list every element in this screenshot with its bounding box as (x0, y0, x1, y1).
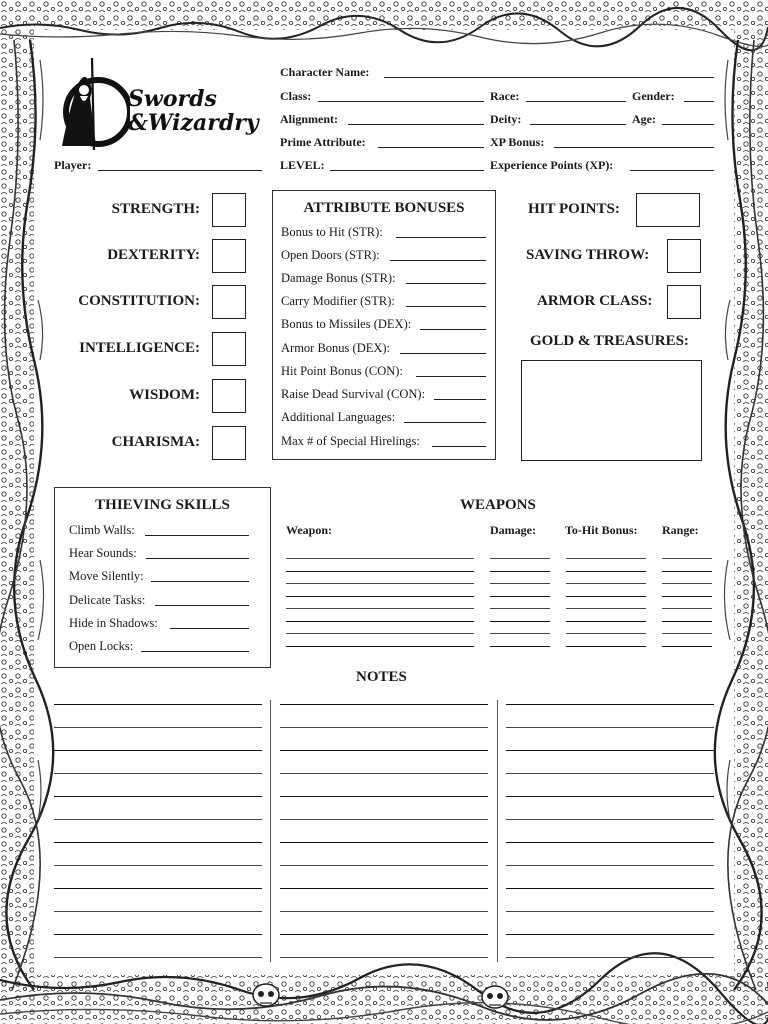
weapon-row-line[interactable] (490, 596, 550, 597)
to-hit-bonus-column-header: To-Hit Bonus: (565, 523, 638, 537)
notes-line[interactable] (506, 796, 714, 797)
notes-line[interactable] (54, 911, 262, 912)
character-name-label: Character Name: (280, 65, 370, 79)
notes-line[interactable] (280, 888, 488, 889)
notes-title: NOTES (356, 669, 407, 685)
notes-line[interactable] (280, 842, 488, 843)
weapon-row-line[interactable] (490, 621, 550, 622)
weapon-row-line[interactable] (286, 608, 474, 609)
level-field[interactable] (330, 170, 484, 171)
notes-line[interactable] (506, 819, 714, 820)
experience-points-field[interactable] (630, 170, 714, 171)
constitution-label: CONSTITUTION: (78, 293, 200, 309)
weapon-row-line[interactable] (662, 633, 712, 634)
notes-column-divider (270, 700, 271, 962)
notes-line[interactable] (280, 704, 488, 705)
hit-points-label: HIT POINTS: (528, 201, 620, 217)
notes-line[interactable] (54, 750, 262, 751)
skill-row-label: Delicate Tasks: (69, 593, 146, 607)
skill-row-label: Climb Walls: (69, 523, 135, 537)
skill-row-label: Hear Sounds: (69, 546, 137, 560)
notes-line[interactable] (54, 819, 262, 820)
weapon-row-line[interactable] (662, 596, 712, 597)
experience-points-label: Experience Points (XP): (490, 158, 614, 172)
prime-attribute-label: Prime Attribute: (280, 135, 366, 149)
weapon-row-line[interactable] (286, 596, 474, 597)
weapon-row-line[interactable] (286, 633, 474, 634)
weapon-row-line[interactable] (286, 571, 474, 572)
bonus-row-label: Bonus to Hit (STR): (281, 225, 383, 239)
notes-line[interactable] (54, 865, 262, 866)
dexterity-box[interactable] (212, 239, 246, 273)
weapon-row-line[interactable] (286, 583, 474, 584)
skill-row-field[interactable] (145, 535, 249, 536)
bonus-row-field[interactable] (404, 422, 486, 423)
notes-line[interactable] (280, 773, 488, 774)
weapon-row-line[interactable] (566, 571, 646, 572)
race-field[interactable] (526, 101, 626, 102)
damage-column-header: Damage: (490, 523, 536, 537)
weapon-row-line[interactable] (566, 583, 646, 584)
weapon-row-line[interactable] (566, 596, 646, 597)
bonus-row-label: Bonus to Missiles (DEX): (281, 317, 412, 331)
bonus-row-label: Hit Point Bonus (CON): (281, 364, 403, 378)
wizard-logo-icon (54, 54, 130, 154)
prime-attribute-field[interactable] (378, 147, 484, 148)
bonus-row-field[interactable] (406, 283, 486, 284)
notes-line[interactable] (280, 911, 488, 912)
notes-line[interactable] (280, 865, 488, 866)
bonus-row-label: Armor Bonus (DEX): (281, 341, 391, 355)
bonus-row-field[interactable] (432, 446, 486, 447)
notes-line[interactable] (280, 796, 488, 797)
notes-column-divider (497, 700, 498, 962)
skill-row-field[interactable] (151, 581, 249, 582)
deity-field[interactable] (530, 124, 626, 125)
skill-row-field[interactable] (141, 651, 249, 652)
armor-class-box[interactable] (667, 285, 701, 319)
bonus-row-field[interactable] (390, 260, 486, 261)
notes-line[interactable] (280, 727, 488, 728)
notes-line[interactable] (280, 957, 488, 958)
skill-row-field[interactable] (155, 605, 249, 606)
intelligence-box[interactable] (212, 332, 246, 366)
dexterity-label: DEXTERITY: (107, 247, 200, 263)
bonus-row-label: Raise Dead Survival (CON): (281, 387, 426, 401)
notes-line[interactable] (54, 842, 262, 843)
weapon-row-line[interactable] (662, 583, 712, 584)
weapon-row-line[interactable] (490, 571, 550, 572)
intelligence-label: INTELLIGENCE: (79, 340, 200, 356)
xp-bonus-field[interactable] (554, 147, 714, 148)
weapon-row-line[interactable] (490, 583, 550, 584)
skill-row-label: Hide in Shadows: (69, 616, 158, 630)
player-label: Player: (54, 158, 92, 172)
weapon-row-line[interactable] (490, 633, 550, 634)
bonus-row-label: Additional Languages: (281, 410, 396, 424)
notes-line[interactable] (54, 796, 262, 797)
xp-bonus-label: XP Bonus: (490, 135, 545, 149)
skill-row-label: Open Locks: (69, 639, 134, 653)
notes-line[interactable] (506, 957, 714, 958)
notes-line[interactable] (280, 934, 488, 935)
weapons-title: WEAPONS (460, 497, 536, 513)
charisma-label: CHARISMA: (111, 434, 200, 450)
charisma-box[interactable] (212, 426, 246, 460)
weapon-row-line[interactable] (490, 608, 550, 609)
notes-line[interactable] (54, 704, 262, 705)
age-field[interactable] (662, 124, 714, 125)
deity-label: Deity: (490, 112, 522, 126)
strength-label: STRENGTH: (111, 201, 200, 217)
notes-line[interactable] (506, 934, 714, 935)
weapon-row-line[interactable] (566, 608, 646, 609)
skull-ornament-left (253, 984, 279, 1006)
bonus-row-field[interactable] (400, 353, 486, 354)
bonus-row-field[interactable] (406, 306, 486, 307)
notes-line[interactable] (506, 842, 714, 843)
logo-line-1: Swords (128, 86, 217, 112)
weapon-row-line[interactable] (286, 646, 474, 647)
skull-ornament-right (482, 986, 508, 1008)
constitution-box[interactable] (212, 285, 246, 319)
skill-row-label: Move Silently: (69, 569, 144, 583)
skill-row-field[interactable] (170, 628, 249, 629)
notes-line[interactable] (506, 865, 714, 866)
weapon-row-line[interactable] (566, 633, 646, 634)
gender-field[interactable] (684, 101, 714, 102)
weapon-row-line[interactable] (662, 608, 712, 609)
notes-line[interactable] (54, 773, 262, 774)
notes-line[interactable] (506, 727, 714, 728)
skill-row-field[interactable] (146, 558, 249, 559)
weapon-row-line[interactable] (566, 621, 646, 622)
saving-throw-label: SAVING THROW: (526, 247, 650, 263)
player-field[interactable] (98, 170, 262, 171)
notes-line[interactable] (54, 957, 262, 958)
weapon-row-line[interactable] (490, 646, 550, 647)
character-name-field[interactable] (384, 77, 714, 78)
weapon-row-line[interactable] (286, 621, 474, 622)
notes-line[interactable] (54, 934, 262, 935)
hit-points-box[interactable] (636, 193, 700, 227)
saving-throw-box[interactable] (667, 239, 701, 273)
notes-line[interactable] (54, 727, 262, 728)
bonus-row-label: Open Doors (STR): (281, 248, 380, 262)
weapon-row-line[interactable] (662, 621, 712, 622)
bonus-row-label: Damage Bonus (STR): (281, 271, 396, 285)
weapon-row-line[interactable] (662, 571, 712, 572)
race-label: Race: (490, 89, 520, 103)
class-field[interactable] (318, 101, 484, 102)
bonus-row-field[interactable] (416, 376, 486, 377)
class-label: Class: (280, 89, 312, 103)
attribute-bonuses-title: ATTRIBUTE BONUSES (303, 200, 465, 216)
notes-line[interactable] (280, 750, 488, 751)
bonus-row-label: Carry Modifier (STR): (281, 294, 395, 308)
alignment-field[interactable] (348, 124, 484, 125)
bonus-row-label: Max # of Special Hirelings: (281, 434, 420, 448)
notes-line[interactable] (280, 819, 488, 820)
wisdom-box[interactable] (212, 379, 246, 413)
thieving-skills-title: THIEVING SKILLS (95, 497, 230, 513)
gold-treasures-box[interactable] (521, 360, 702, 461)
weapon-row-line[interactable] (662, 646, 712, 647)
weapon-row-line[interactable] (566, 558, 646, 559)
notes-line[interactable] (506, 911, 714, 912)
range-column-header: Range: (662, 523, 699, 537)
weapon-row-line[interactable] (662, 558, 712, 559)
gender-label: Gender: (632, 89, 675, 103)
bonus-row-field[interactable] (420, 329, 486, 330)
level-label: LEVEL: (280, 158, 325, 172)
weapon-row-line[interactable] (566, 646, 646, 647)
weapon-row-line[interactable] (286, 558, 474, 559)
notes-line[interactable] (506, 773, 714, 774)
weapon-column-header: Weapon: (286, 523, 333, 537)
alignment-label: Alignment: (280, 112, 338, 126)
notes-line[interactable] (506, 888, 714, 889)
notes-line[interactable] (54, 888, 262, 889)
notes-line[interactable] (506, 704, 714, 705)
bonus-row-field[interactable] (434, 399, 486, 400)
bonus-row-field[interactable] (396, 237, 486, 238)
logo-line-2: &Wizardry (128, 110, 259, 136)
strength-box[interactable] (212, 193, 246, 227)
armor-class-label: ARMOR CLASS: (537, 293, 653, 309)
gold-treasures-label: GOLD & TREASURES: (530, 333, 689, 349)
notes-line[interactable] (506, 750, 714, 751)
wisdom-label: WISDOM: (129, 387, 200, 403)
age-label: Age: (632, 112, 656, 126)
weapon-row-line[interactable] (490, 558, 550, 559)
